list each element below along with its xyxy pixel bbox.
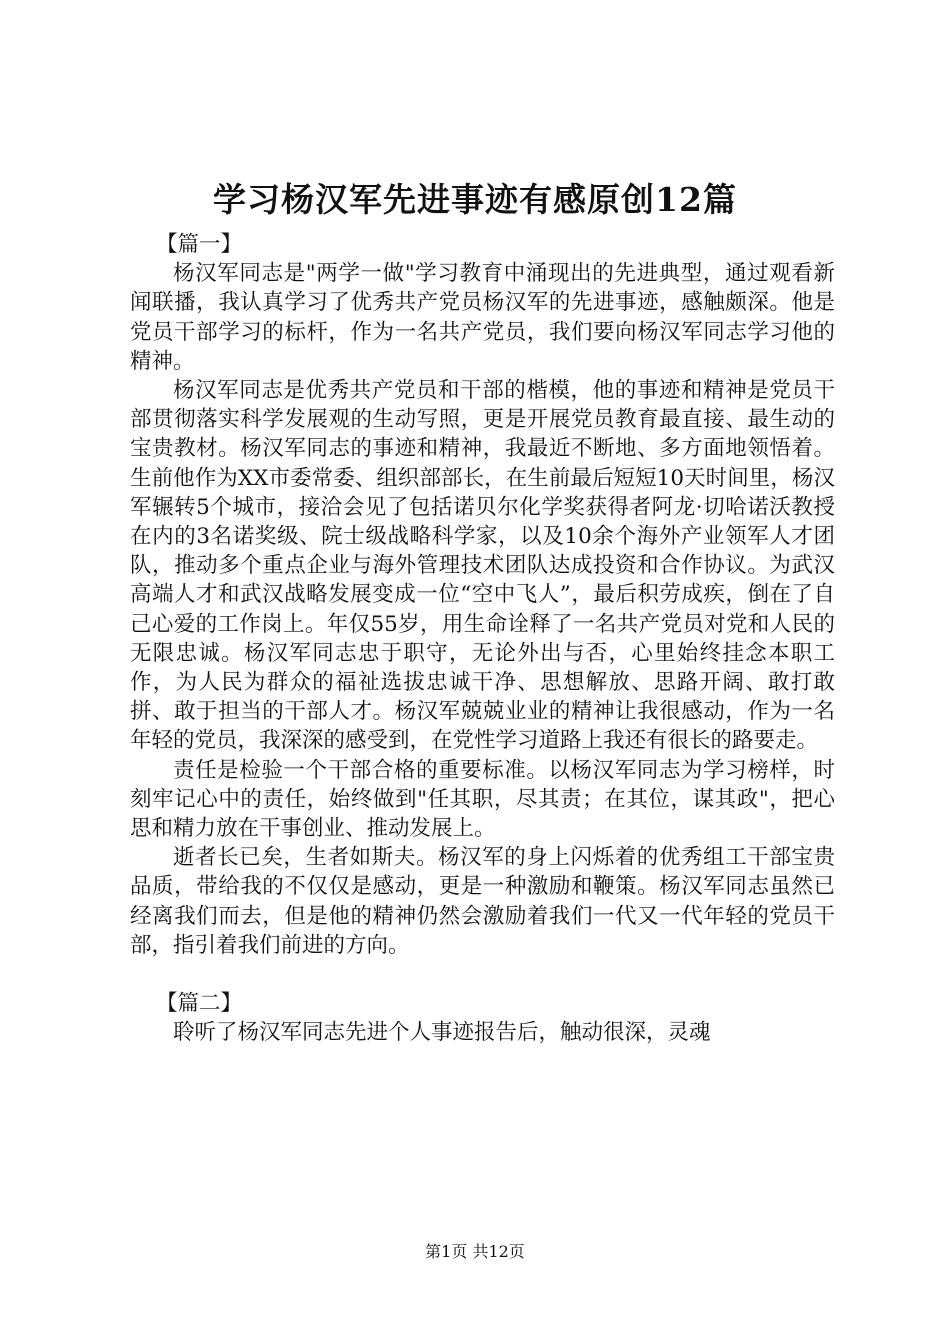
paragraph: 杨汉军同志是"两学一做"学习教育中涌现出的先进典型，通过观看新闻联播，我认真学习了优秀共产党员杨汉军的先进事迹，感触颇深。他是党员干部学习的标杆，作为一名共产党员，我们要向杨汉军同志学习他的精神。 xyxy=(130,261,835,374)
paragraph: 逝者长已矣，生者如斯夫。杨汉军的身上闪烁着的优秀组工干部宝贵品质，带给我的不仅仅是感动，更是一种激励和鞭策。杨汉军同志虽然已经离我们而去，但是他的精神仍然会激励着我们一代又一代年轻的党员干部，指引着我们前进的方向。 xyxy=(130,845,835,958)
section-heading: 【篇一】 xyxy=(156,232,243,257)
section-spacer xyxy=(130,960,835,989)
paragraph: 杨汉军同志是优秀共产党员和干部的楷模，他的事迹和精神是党员干部贯彻落实科学发展观的生动写照，更是开展党员教育最直接、最生动的宝贵教材。杨汉军同志的事迹和精神，我最近不断地、多方面地领悟着。生前他作为XX市委常委、组织部部长，在生前最后短短10天时间里，杨汉军辗转5个城市，接洽会见了包括诺贝尔化学奖获得者阿龙·切哈诺沃教授在内的3名诺奖级、院士级战略科学家，以及10余个海外产业领军人才团队，推动多个重点企业与海外管理技术团队达成投资和合作协议。为武汉高端人才和武汉战略发展变成一位“空中飞人”，最后积劳成疾，倒在了自己心爱的工作岗上。年仅55岁，用生命诠释了一名共产党员对党和人民的无限忠诚。杨汉军同志忠于职守，无论外出与否，心里始终挂念本职工作，为人民为群众的福祉选拔忠诚干净、思想解放、思路开阔、敢打敢拼、敢于担当的干部人才。杨汉军兢兢业业的精神让我很感动，作为一名年轻的党员，我深深的感受到，在党性学习道路上我还有很长的路要走。 xyxy=(130,378,835,754)
page-footer: 第1页 共12页 xyxy=(425,1242,525,1261)
paragraph: 聆听了杨汉军同志先进个人事迹报告后，触动很深，灵魂 xyxy=(173,1020,711,1046)
document-body xyxy=(130,230,835,1047)
section-heading: 【篇二】 xyxy=(156,991,243,1017)
paragraph: 责任是检验一个干部合格的重要标准。以杨汉军同志为学习榜样，时刻牢记心中的责任，始终做到"任其职，尽其责；在其位，谋其政"，把心思和精力放在干事创业、推动发展上。 xyxy=(130,757,835,842)
document-title: 学习杨汉军先进事迹有感原创12篇 xyxy=(213,180,737,219)
